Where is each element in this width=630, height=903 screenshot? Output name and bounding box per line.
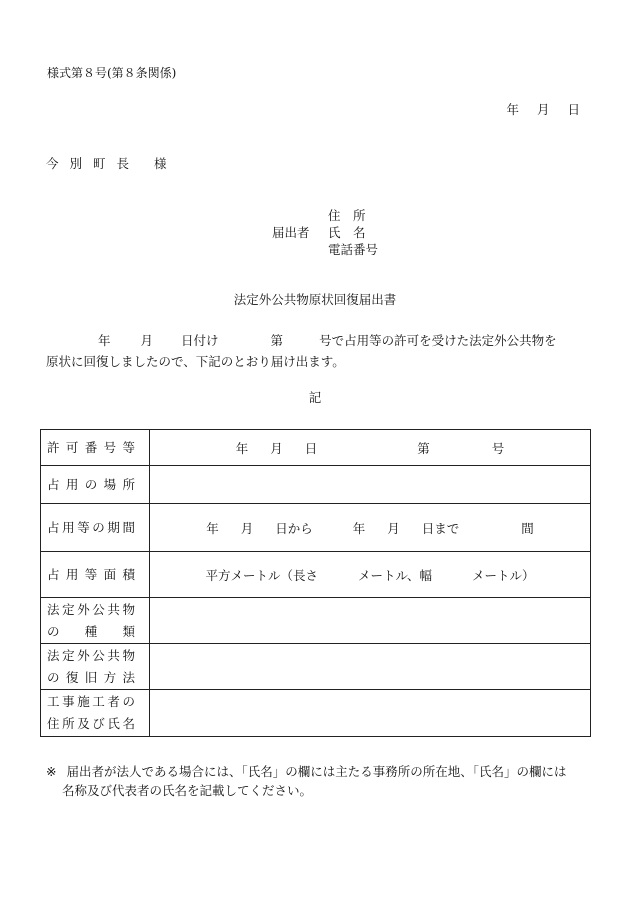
period-start-day: 日から [275,520,313,536]
contractor-value[interactable] [150,690,591,737]
label-contractor-line1: 工事施工者の [47,694,135,709]
form-number: 様式第８号(第８条関係) [47,66,177,80]
restoration-value[interactable] [150,644,591,690]
area-length: メートル、幅 [357,567,432,583]
addressee-town: 今別町長 [46,156,141,171]
date-day: 日 [567,102,580,117]
period-start-year: 年 [206,520,219,536]
permit-month: 月 [270,440,283,456]
row-contractor [41,690,591,737]
body-month: 月 [140,333,154,348]
body-day: 日付け [181,333,219,348]
area-sqm: 平方メートル（長さ [205,567,318,583]
body-rest: 号で占用等の許可を受けた法定外公共物を [319,333,557,348]
label-location: 占用の場所 [47,476,135,492]
applicant-name-label: 氏 名 [328,225,366,240]
row-location [41,466,591,504]
addressee-honorific: 様 [154,156,167,171]
date-month: 月 [536,102,550,117]
applicant-block [272,207,382,258]
period-duration: 間 [521,520,534,536]
period-end-month: 月 [387,520,400,536]
permit-day: 日 [304,440,318,456]
body-year: 年 [98,333,111,348]
label-restoration-line1: 法定外公共物 [47,647,135,663]
row-permit-number [41,430,591,466]
label-contractor-line2: 住所及び氏名 [47,716,135,731]
ki-heading: 記 [308,390,322,405]
note-line2: 名称及び代表者の氏名を記載してください。 [62,783,313,798]
row-period [41,504,591,552]
period-end-year: 年 [352,520,366,536]
permit-go: 号 [491,440,505,456]
body-dai: 第 [270,333,284,348]
label-restoration-line2: の復旧方法 [47,669,135,685]
permit-dai: 第 [417,440,430,456]
period-start-month: 月 [240,520,254,536]
location-value[interactable] [150,466,591,504]
document-title: 法定外公共物原状回復届出書 [233,292,397,307]
row-restoration [41,644,591,690]
label-area: 占用等面積 [47,566,135,582]
period-end-day: 日まで [421,520,460,536]
label-type-line1: 法定外公共物 [47,601,135,617]
note [46,762,567,800]
area-width: メートル） [472,567,535,583]
label-period: 占用等の期間 [47,519,135,535]
note-line1: 届出者が法人である場合には、「氏名」の欄には主たる事務所の所在地、「氏名」の欄には [66,764,567,779]
body-line2: 原状に回復しましたので、下記のとおり届け出ます。 [46,354,345,369]
row-type [41,598,591,644]
date-line [488,102,580,118]
type-value[interactable] [150,598,591,644]
body-text [46,330,591,372]
applicant-address-label: 住 所 [328,208,366,223]
applicant-label: 届出者 [272,225,310,240]
label-permit-number: 許可番号等 [47,439,135,455]
permit-year: 年 [235,440,249,456]
detail-table [40,429,591,737]
row-area [41,552,591,598]
applicant-phone-label: 電話番号 [328,242,379,257]
addressee [46,156,167,172]
label-type-line2: の 種 類 [47,623,135,639]
note-mark: ※ [46,764,57,779]
date-year: 年 [506,102,519,117]
